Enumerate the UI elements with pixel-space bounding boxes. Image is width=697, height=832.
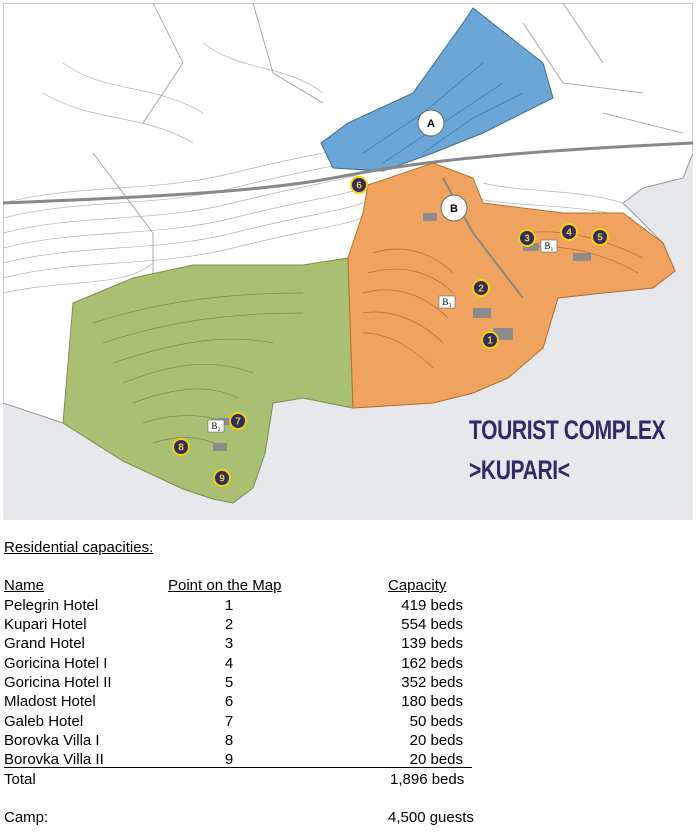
total-label: Total (4, 771, 36, 788)
map-point: 4 (224, 655, 234, 672)
capacity-value: 20 beds (409, 732, 463, 749)
map-point-number: 7 (235, 416, 241, 428)
column-capacity: Capacity (388, 577, 447, 594)
map-point-number: 4 (566, 227, 572, 239)
map-point: 8 (224, 732, 234, 749)
hotel-name: Borovka Villa II (4, 751, 104, 768)
capacity-value: 162 beds (401, 655, 463, 672)
block-label: B₃ (442, 297, 452, 307)
total-divider (4, 767, 472, 768)
capacity-value: 50 beds (409, 713, 463, 730)
map-point-marker (214, 470, 230, 486)
column-name: Name (4, 577, 45, 594)
zone-b-marker (441, 195, 467, 221)
map-point: 1 (224, 597, 234, 614)
capacity-value: 419 beds (401, 597, 463, 614)
map-point-marker (351, 177, 367, 193)
hotel-name: Grand Hotel (4, 635, 85, 652)
capacity-value: 180 beds (401, 693, 463, 710)
map-point: 3 (224, 635, 234, 652)
camp-label: Camp: (4, 809, 49, 826)
zone-green (63, 258, 353, 503)
table-row (4, 713, 484, 732)
map-point: 2 (224, 616, 234, 633)
hotel-name: Goricina Hotel II (4, 674, 112, 691)
map-point: 5 (224, 674, 234, 691)
hotel-name: Mladost Hotel (4, 693, 96, 710)
map-point-marker (230, 413, 246, 429)
map-point-marker (519, 230, 535, 246)
map-point-number: 5 (597, 232, 603, 244)
total-value: 1,896 beds (390, 771, 465, 788)
map-point-number: 1 (487, 335, 493, 347)
map-point-number: 9 (219, 473, 225, 485)
table-row (4, 655, 484, 674)
map-point-number: 3 (524, 233, 530, 245)
map-point-number: 6 (356, 180, 362, 192)
map-point-number: 2 (478, 283, 484, 295)
hotel-name: Galeb Hotel (4, 713, 84, 730)
map-point-marker (592, 229, 608, 245)
block-label: B₁ (544, 241, 554, 251)
map-point-number: 8 (178, 442, 184, 454)
zone-b-label: B (450, 203, 458, 215)
table-row (4, 693, 484, 712)
capacities-heading: Residential capacities: (4, 539, 154, 556)
zone-a-marker (418, 110, 444, 136)
capacity-value: 20 beds (409, 751, 463, 768)
site-map (3, 3, 693, 520)
zone-a-label: A (427, 118, 435, 130)
map-point-marker (482, 332, 498, 348)
hotel-name: Borovka Villa I (4, 732, 100, 749)
map-point-marker (473, 280, 489, 296)
camp-value: 4,500 guests (388, 809, 474, 826)
table-row (4, 616, 484, 635)
map-point: 7 (224, 713, 234, 730)
camp-row (4, 809, 484, 828)
table-row (4, 674, 484, 693)
map-point-marker (173, 439, 189, 455)
hotel-name: Pelegrin Hotel (4, 597, 99, 614)
hotel-name: Goricina Hotel I (4, 655, 108, 672)
column-point: Point on the Map (168, 577, 282, 594)
table-row (4, 732, 484, 751)
map-point-marker (561, 224, 577, 240)
table-row (4, 597, 484, 616)
capacity-value: 554 beds (401, 616, 463, 633)
map-title-line-2: >KUPARI< (469, 455, 570, 485)
hotel-name: Kupari Hotel (4, 616, 87, 633)
capacity-value: 139 beds (401, 635, 463, 652)
table-row (4, 635, 484, 654)
capacity-value: 352 beds (401, 674, 463, 691)
map-point: 9 (224, 751, 234, 768)
map-title-line-1: TOURIST COMPLEX (469, 415, 666, 445)
total-row (4, 771, 484, 790)
block-label: B₂ (211, 421, 221, 431)
map-point: 6 (224, 693, 234, 710)
